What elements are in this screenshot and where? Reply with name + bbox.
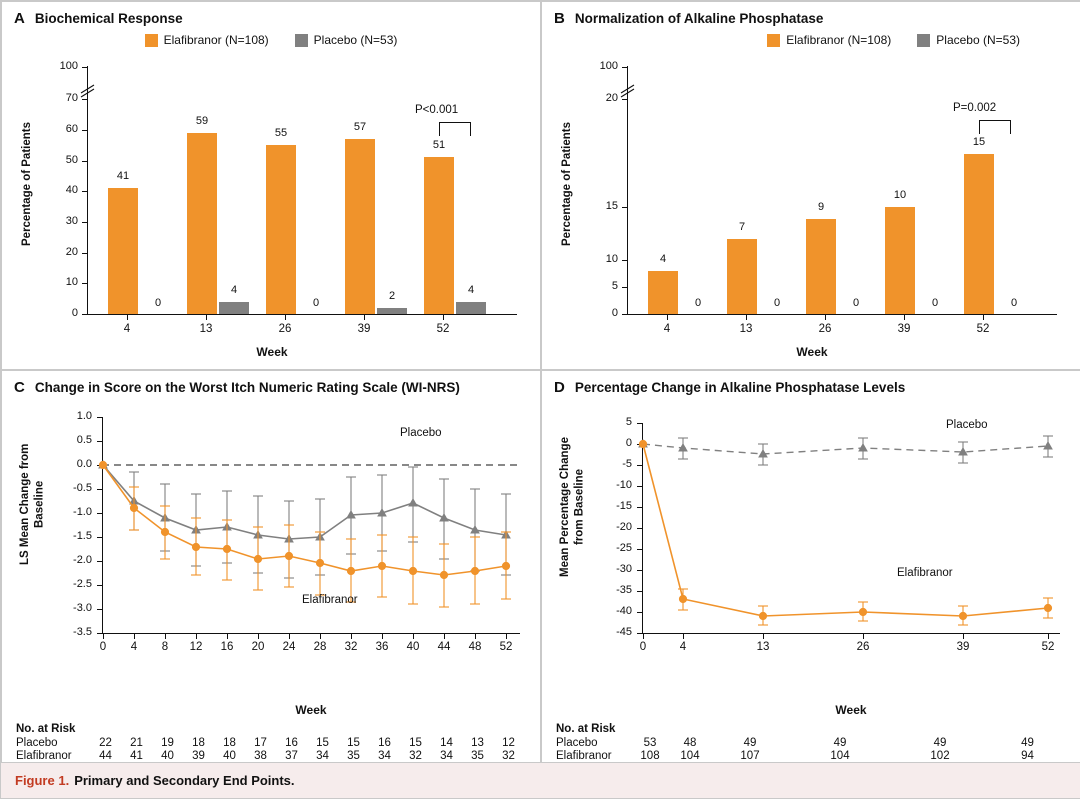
panel-d-x-axis-label: Week — [835, 703, 867, 717]
panel-b — [541, 1, 1080, 370]
panel-c-label-placebo: Placebo — [400, 427, 442, 439]
panel-c-xtl-20: 20 — [251, 641, 265, 653]
legend-label-elafibranor: Elafibranor (N=108) — [163, 33, 269, 47]
panel-a-ytl-0: 0 — [71, 307, 78, 319]
panel-d-label-placebo: Placebo — [946, 419, 988, 431]
panel-d-ytl-0: 0 — [625, 437, 632, 449]
panel-d-ytl-m25: -25 — [616, 542, 632, 554]
bar-label-placebo-week26: 0 — [312, 297, 320, 309]
bar-b-elafibranor-week26 — [806, 219, 836, 314]
panel-a-ytick-30 — [82, 222, 87, 223]
panel-b-x-axis-label: Week — [796, 345, 828, 359]
panel-c-xtl-44: 44 — [437, 641, 451, 653]
bar-b-elafibranor-week13 — [727, 239, 757, 314]
legend-item-placebo-b — [917, 33, 1020, 47]
panel-d-at-risk-title: No. at Risk — [556, 723, 616, 735]
bar-label-elafibranor-week26: 55 — [274, 127, 288, 139]
panel-a-ytick-20 — [82, 253, 87, 254]
panel-a-xtick-26 — [285, 315, 286, 320]
panel-d-ytl-m40: -40 — [616, 605, 632, 617]
panel-d-xtick-4 — [683, 634, 684, 639]
bar-elafibranor-week26 — [266, 145, 296, 314]
panel-a-header — [2, 2, 540, 31]
bar-b-elafibranor-week4 — [648, 271, 678, 314]
at-risk-c-placebo-32: 15 — [347, 737, 360, 749]
panel-d-ytl-m20: -20 — [616, 521, 632, 533]
panel-c-xtick-44 — [444, 634, 445, 639]
panel-d-xtl-13: 13 — [756, 641, 770, 653]
panel-a-xtl-26: 26 — [278, 323, 292, 335]
bar-elafibranor-week39 — [345, 139, 375, 314]
panel-c-at-risk-title: No. at Risk — [16, 723, 76, 735]
panel-a-ytick-10 — [82, 283, 87, 284]
panel-b-pvalue: P=0.002 — [953, 102, 997, 114]
panel-d-xtl-26: 26 — [856, 641, 870, 653]
panel-a-ytl-20: 20 — [65, 246, 78, 258]
panel-c-ytl-m3-5: -3.5 — [73, 626, 92, 638]
panel-b-ytick-15 — [622, 207, 627, 208]
panel-c-xtick-36 — [382, 634, 383, 639]
panel-a-y-axis — [87, 66, 88, 314]
bar-label-placebo-week13: 4 — [230, 284, 238, 296]
legend-swatch-elafibranor-b — [767, 34, 780, 47]
panel-a-legend — [2, 33, 540, 47]
figure-caption-lead: Figure 1. — [15, 773, 70, 788]
panel-c-xtick-28 — [320, 634, 321, 639]
at-risk-c-elafibranor-20: 38 — [254, 750, 267, 762]
legend-swatch-placebo-b — [917, 34, 930, 47]
panel-a-ytl-60: 60 — [65, 123, 78, 135]
legend-label-elafibranor-b: Elafibranor (N=108) — [786, 33, 892, 47]
at-risk-c-placebo-24: 16 — [285, 737, 298, 749]
panel-d-y-axis-text: Mean Percentage Change from Baseline — [559, 437, 586, 577]
at-risk-c-placebo-40: 15 — [409, 737, 422, 749]
panel-a-pvalue: P<0.001 — [415, 104, 459, 116]
bar-b-label-elafibranor-week52: 15 — [972, 136, 986, 148]
at-risk-c-placebo-36: 16 — [378, 737, 391, 749]
at-risk-d-elafibranor-0: 108 — [640, 750, 660, 762]
panel-d-xtl-0: 0 — [639, 641, 647, 653]
panel-c-xtl-52: 52 — [499, 641, 513, 653]
panel-c-xtl-24: 24 — [282, 641, 296, 653]
panel-b-ytl-100: 100 — [599, 60, 618, 72]
panel-d-ytl-m45: -45 — [616, 626, 632, 638]
at-risk-c-elafibranor-32: 35 — [347, 750, 360, 762]
panel-c-plot — [2, 399, 542, 659]
panel-c-xtick-40 — [413, 634, 414, 639]
panel-a-letter: A — [14, 10, 25, 27]
panel-c-xtick-8 — [165, 634, 166, 639]
panel-c-at-risk-table — [16, 737, 524, 763]
table-row — [556, 737, 1065, 750]
at-risk-c-placebo-48: 13 — [471, 737, 484, 749]
at-risk-c-placebo-12: 18 — [192, 737, 205, 749]
panel-b-header — [542, 2, 1080, 31]
panel-c-at-risk — [16, 723, 524, 763]
panel-c-xtl-36: 36 — [375, 641, 389, 653]
panel-a-xtl-13: 13 — [199, 323, 213, 335]
bar-b-label-elafibranor-week39: 10 — [893, 189, 907, 201]
panel-a-ytick-70 — [82, 99, 87, 100]
panel-b-xtl-13: 13 — [739, 323, 753, 335]
panel-b-ytl-15: 15 — [605, 200, 618, 212]
panel-b-ytl-20: 20 — [605, 92, 618, 104]
panel-c-xtick-0 — [103, 634, 104, 639]
panel-a-y-axis-label: Percentage of Patients — [21, 122, 33, 246]
panel-c-xtl-16: 16 — [220, 641, 234, 653]
panel-b-xtl-52: 52 — [976, 323, 990, 335]
panel-b-ytl-0: 0 — [611, 307, 618, 319]
panel-c-title: Change in Score on the Worst Itch Numeric Rating Scale (WI-NRS) — [34, 380, 460, 395]
bar-b-elafibranor-week52 — [964, 154, 994, 314]
at-risk-c-placebo-44: 14 — [440, 737, 453, 749]
bar-elafibranor-week13 — [187, 133, 217, 314]
panel-b-ytick-0 — [622, 314, 627, 315]
panel-a-xtick-39 — [364, 315, 365, 320]
panel-b-y-axis — [627, 66, 628, 314]
panel-a-ytick-50 — [82, 161, 87, 162]
at-risk-c-elafibranor-0: 44 — [99, 750, 112, 762]
panel-d-xtl-39: 39 — [956, 641, 970, 653]
bar-b-label-elafibranor-week13: 7 — [738, 221, 746, 233]
panel-a-ytl-40: 40 — [65, 184, 78, 196]
bar-label-elafibranor-week4: 41 — [116, 170, 130, 182]
panel-a-plot — [2, 52, 542, 371]
panel-c-ytl-0-5: 0.5 — [76, 434, 92, 446]
panel-c-xtl-4: 4 — [130, 641, 138, 653]
panel-b-legend — [542, 33, 1080, 47]
panel-d-ytl-m15: -15 — [616, 500, 632, 512]
bar-placebo-week39 — [377, 308, 407, 314]
panel-a-ytick-40 — [82, 191, 87, 192]
panel-d-ytl-m30: -30 — [616, 563, 632, 575]
panel-d-label-elafibranor: Elafibranor — [897, 567, 953, 579]
panel-a-xtl-4: 4 — [123, 323, 131, 335]
panel-c-xtick-4 — [134, 634, 135, 639]
at-risk-d-row-name-placebo: Placebo — [556, 737, 598, 749]
panel-d-xtl-4: 4 — [679, 641, 687, 653]
panel-a-xtick-52 — [443, 315, 444, 320]
panel-c-ytl-m1-5: -1.5 — [73, 530, 92, 542]
panel-a-xtick-13 — [206, 315, 207, 320]
bar-b-label-placebo-week13: 0 — [773, 297, 781, 309]
at-risk-d-placebo-13: 49 — [743, 737, 757, 749]
panel-b-plot — [542, 52, 1080, 371]
panel-b-xtl-4: 4 — [663, 323, 671, 335]
panel-c-y-axis-text: LS Mean Change from Baseline — [19, 443, 46, 565]
panel-c-ytl-m3-0: -3.0 — [73, 602, 92, 614]
at-risk-d-row-name-elafibranor: Elafibranor — [556, 750, 612, 762]
panel-d-series-svg — [542, 399, 1080, 659]
at-risk-c-elafibranor-4: 41 — [130, 750, 143, 762]
panel-a-ytl-10: 10 — [65, 276, 78, 288]
panel-d-ytl-5: 5 — [625, 416, 632, 428]
panel-b-ytick-10 — [622, 260, 627, 261]
panel-a-axis-break — [80, 80, 96, 98]
at-risk-d-placebo-26: 49 — [833, 737, 847, 749]
panel-d-xtick-52 — [1048, 634, 1049, 639]
legend-item-placebo — [295, 33, 398, 47]
panel-a-ytick-60 — [82, 130, 87, 131]
at-risk-c-elafibranor-36: 34 — [378, 750, 391, 762]
panel-b-y-axis-label: Percentage of Patients — [561, 122, 573, 246]
bar-label-elafibranor-week13: 59 — [195, 115, 209, 127]
legend-item-elafibranor-b — [767, 33, 891, 47]
bar-elafibranor-week4 — [108, 188, 138, 314]
panel-b-xtick-39 — [904, 315, 905, 320]
at-risk-d-placebo-4: 48 — [683, 737, 697, 749]
at-risk-d-elafibranor-52: 94 — [1021, 750, 1034, 762]
panel-c-xtick-12 — [196, 634, 197, 639]
at-risk-c-elafibranor-48: 35 — [471, 750, 484, 762]
panel-d-letter: D — [554, 379, 565, 396]
bar-label-placebo-week4: 0 — [154, 297, 162, 309]
at-risk-c-elafibranor-24: 37 — [285, 750, 298, 762]
bar-label-placebo-week39: 2 — [388, 290, 396, 302]
panel-b-xtl-26: 26 — [818, 323, 832, 335]
at-risk-c-elafibranor-40: 32 — [409, 750, 422, 762]
panel-c-xtl-48: 48 — [468, 641, 482, 653]
panel-c-ytl-m2-5: -2.5 — [73, 578, 92, 590]
panel-d — [541, 370, 1080, 764]
bar-b-label-placebo-week26: 0 — [852, 297, 860, 309]
panel-a-ytick-0 — [82, 314, 87, 315]
bar-b-label-placebo-week39: 0 — [931, 297, 939, 309]
at-risk-c-elafibranor-44: 34 — [440, 750, 453, 762]
panel-b-xtick-13 — [746, 315, 747, 320]
panel-c-ytl-0-0: 0.0 — [76, 458, 92, 470]
panel-c-xtick-24 — [289, 634, 290, 639]
panel-d-ytl-m5: -5 — [622, 458, 632, 470]
bar-b-elafibranor-week39 — [885, 207, 915, 314]
panel-d-xtl-52: 52 — [1041, 641, 1055, 653]
panel-b-xtl-39: 39 — [897, 323, 911, 335]
panel-d-plot — [542, 399, 1080, 659]
panel-a-ytick-100 — [82, 67, 87, 68]
panel-c-x-axis-label: Week — [295, 703, 327, 717]
panel-c-ytl-m2-0: -2.0 — [73, 554, 92, 566]
table-row — [16, 737, 524, 750]
at-risk-c-elafibranor-16: 40 — [223, 750, 236, 762]
panel-a-xtl-39: 39 — [357, 323, 371, 335]
at-risk-c-elafibranor-52: 32 — [502, 750, 515, 762]
panel-c-xtl-0: 0 — [99, 641, 107, 653]
panel-d-ytl-m35: -35 — [616, 584, 632, 596]
panel-c-xtick-52 — [506, 634, 507, 639]
at-risk-c-elafibranor-12: 39 — [192, 750, 205, 762]
panel-c-header — [2, 371, 540, 400]
panel-a-xtl-52: 52 — [436, 323, 450, 335]
at-risk-d-elafibranor-13: 107 — [740, 750, 760, 762]
panel-c-label-elafibranor: Elafibranor — [302, 594, 358, 606]
panel-c-xtl-12: 12 — [189, 641, 203, 653]
legend-label-placebo-b: Placebo (N=53) — [936, 33, 1020, 47]
panel-b-title: Normalization of Alkaline Phosphatase — [574, 11, 824, 26]
at-risk-d-elafibranor-39: 102 — [930, 750, 950, 762]
panel-a-xtick-4 — [127, 315, 128, 320]
panel-b-xtick-4 — [667, 315, 668, 320]
panel-a-ytl-50: 50 — [65, 154, 78, 166]
at-risk-row-name-placebo: Placebo — [16, 737, 58, 749]
panel-a-ytl-70: 70 — [65, 92, 78, 104]
panel-b-xtick-26 — [825, 315, 826, 320]
panel-d-at-risk-table — [556, 737, 1065, 763]
bar-b-label-placebo-week52: 0 — [1010, 297, 1018, 309]
legend-swatch-elafibranor — [145, 34, 158, 47]
panel-c-xtl-28: 28 — [313, 641, 327, 653]
at-risk-c-placebo-52: 12 — [502, 737, 515, 749]
at-risk-c-elafibranor-8: 40 — [161, 750, 174, 762]
panel-a-pvalue-bracket — [439, 122, 471, 136]
panel-c-xtick-32 — [351, 634, 352, 639]
at-risk-d-elafibranor-4: 104 — [680, 750, 700, 762]
bar-label-elafibranor-week39: 57 — [353, 121, 367, 133]
panel-b-pvalue-bracket — [979, 120, 1011, 134]
figure-caption — [1, 762, 1080, 798]
panel-c-xtl-40: 40 — [406, 641, 420, 653]
panel-a-x-axis — [87, 314, 517, 315]
panel-b-letter: B — [554, 10, 565, 27]
panel-d-ytl-m10: -10 — [616, 479, 632, 491]
panel-d-at-risk — [556, 723, 1065, 763]
panel-c-xtl-32: 32 — [344, 641, 358, 653]
at-risk-d-placebo-0: 53 — [643, 737, 657, 749]
panel-c-xtick-20 — [258, 634, 259, 639]
bar-elafibranor-week52 — [424, 157, 454, 314]
panel-c-series-svg — [2, 399, 542, 659]
bar-label-placebo-week52: 4 — [467, 284, 475, 296]
panel-a-ytl-30: 30 — [65, 215, 78, 227]
panel-b-xtick-52 — [983, 315, 984, 320]
panel-b-ytl-5: 5 — [611, 280, 618, 292]
panel-c-xtl-8: 8 — [161, 641, 169, 653]
panel-b-axis-break — [620, 80, 636, 98]
bar-placebo-week13 — [219, 302, 249, 314]
panel-a-ytl-100: 100 — [59, 60, 78, 72]
panel-c-letter: C — [14, 379, 25, 396]
panel-c-xtick-48 — [475, 634, 476, 639]
at-risk-c-placebo-16: 18 — [223, 737, 236, 749]
at-risk-c-placebo-20: 17 — [254, 737, 267, 749]
panel-c-xtick-16 — [227, 634, 228, 639]
panel-d-xtick-26 — [863, 634, 864, 639]
panel-b-x-axis — [627, 314, 1057, 315]
panel-c-ytl-m1-0: -1.0 — [73, 506, 92, 518]
bar-label-elafibranor-week52: 51 — [432, 139, 446, 151]
at-risk-c-placebo-4: 21 — [130, 737, 143, 749]
at-risk-c-placebo-0: 22 — [99, 737, 112, 749]
panel-d-header — [542, 371, 1080, 400]
panel-a-title: Biochemical Response — [34, 11, 183, 26]
legend-swatch-placebo — [295, 34, 308, 47]
panel-b-ytick-20 — [622, 99, 627, 100]
bar-b-label-elafibranor-week4: 4 — [659, 253, 667, 265]
figure-caption-text: Primary and Secondary End Points. — [74, 773, 295, 788]
panel-b-ytl-10: 10 — [605, 253, 618, 265]
panel-b-ytick-100 — [622, 67, 627, 68]
panel-d-xtick-0 — [643, 634, 644, 639]
legend-item-elafibranor — [145, 33, 269, 47]
panel-d-title: Percentage Change in Alkaline Phosphatase Levels — [574, 380, 906, 395]
panel-b-ytick-5 — [622, 287, 627, 288]
at-risk-c-elafibranor-28: 34 — [316, 750, 329, 762]
at-risk-d-placebo-52: 49 — [1021, 737, 1034, 749]
at-risk-d-elafibranor-26: 104 — [830, 750, 850, 762]
panel-c-ytl-m0-5: -0.5 — [73, 482, 92, 494]
panel-a — [1, 1, 541, 370]
at-risk-c-placebo-28: 15 — [316, 737, 329, 749]
panel-d-xtick-13 — [763, 634, 764, 639]
legend-label-placebo: Placebo (N=53) — [313, 33, 398, 47]
panel-c-ytl-1-0: 1.0 — [76, 410, 92, 422]
bar-b-label-elafibranor-week26: 9 — [817, 201, 825, 213]
panel-a-x-axis-label: Week — [256, 345, 288, 359]
at-risk-row-name-elafibranor: Elafibranor — [16, 750, 72, 762]
panel-c — [1, 370, 541, 764]
bar-placebo-week52 — [456, 302, 486, 314]
at-risk-c-placebo-8: 19 — [161, 737, 174, 749]
bar-b-label-placebo-week4: 0 — [694, 297, 702, 309]
panel-d-xtick-39 — [963, 634, 964, 639]
at-risk-d-placebo-39: 49 — [933, 737, 947, 749]
